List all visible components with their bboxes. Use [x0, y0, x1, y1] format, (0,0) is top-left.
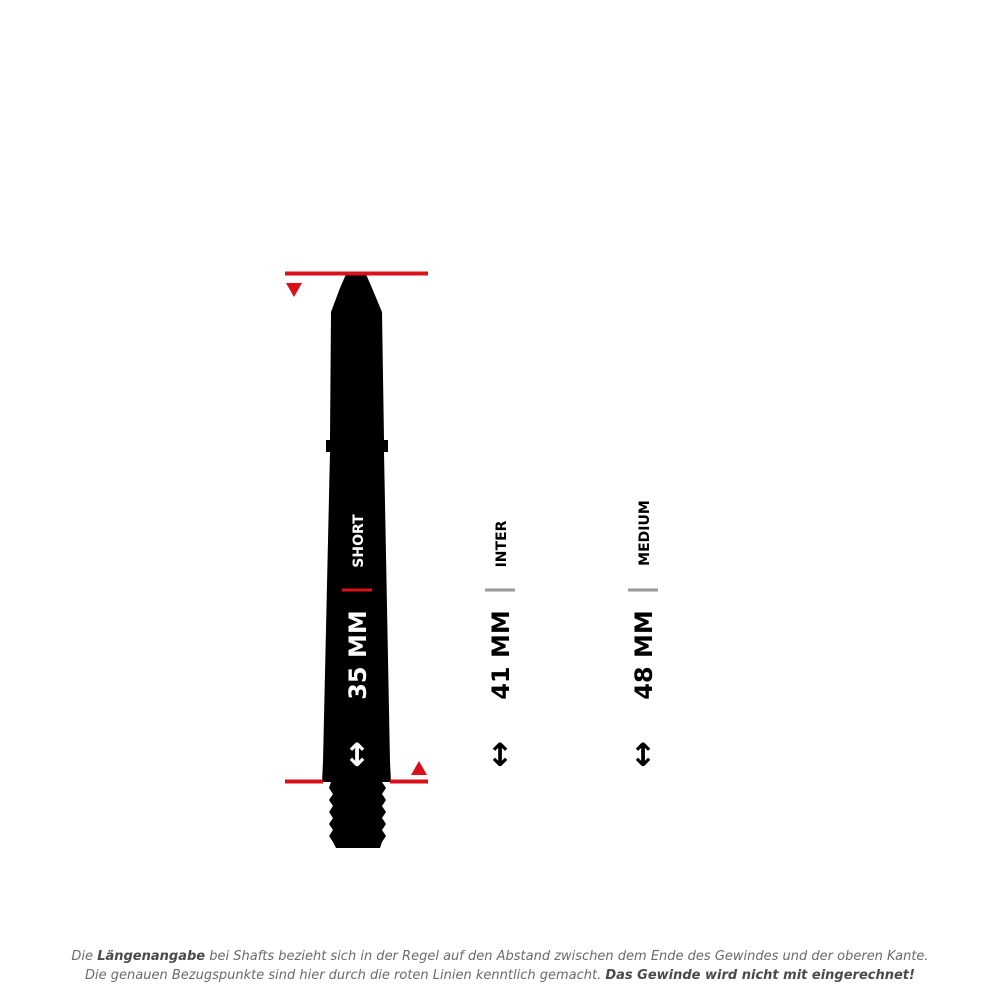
footnote-line-1-pre: Die — [71, 949, 98, 964]
length-arrow-icon: ↕ — [629, 736, 657, 774]
length-arrow-icon: ↕ — [343, 736, 371, 774]
footnote-line-1-bold: Längenangabe — [97, 949, 206, 964]
footnote-line-1-post: bei Shafts bezieht sich in der Regel auf den Abstand zwischen dem Ende des Gewindes und der oberen Kante. — [205, 949, 929, 964]
variant-name-medium: MEDIUM — [637, 500, 653, 566]
variant-length-short: 35 MM — [344, 610, 372, 700]
bottom-reference-marker — [411, 761, 427, 775]
variant-name-short: SHORT — [351, 514, 367, 568]
variant-length-inter: 41 MM — [487, 610, 515, 700]
variant-length-medium: 48 MM — [630, 610, 658, 700]
shaft-thread — [329, 782, 386, 848]
footnote-line-2-pre: Die genauen Bezugspunkte sind hier durch die roten Linien kenntlich gemacht. — [85, 968, 606, 983]
variant-name-inter: INTER — [494, 520, 510, 568]
top-reference-marker — [286, 283, 302, 297]
footnote-line-1 — [0, 947, 1000, 966]
footnote-line-2 — [0, 966, 1000, 985]
footnote-line-2-bold: Das Gewinde wird nicht mit eingerechnet! — [605, 968, 915, 983]
length-arrow-icon: ↕ — [486, 736, 514, 774]
